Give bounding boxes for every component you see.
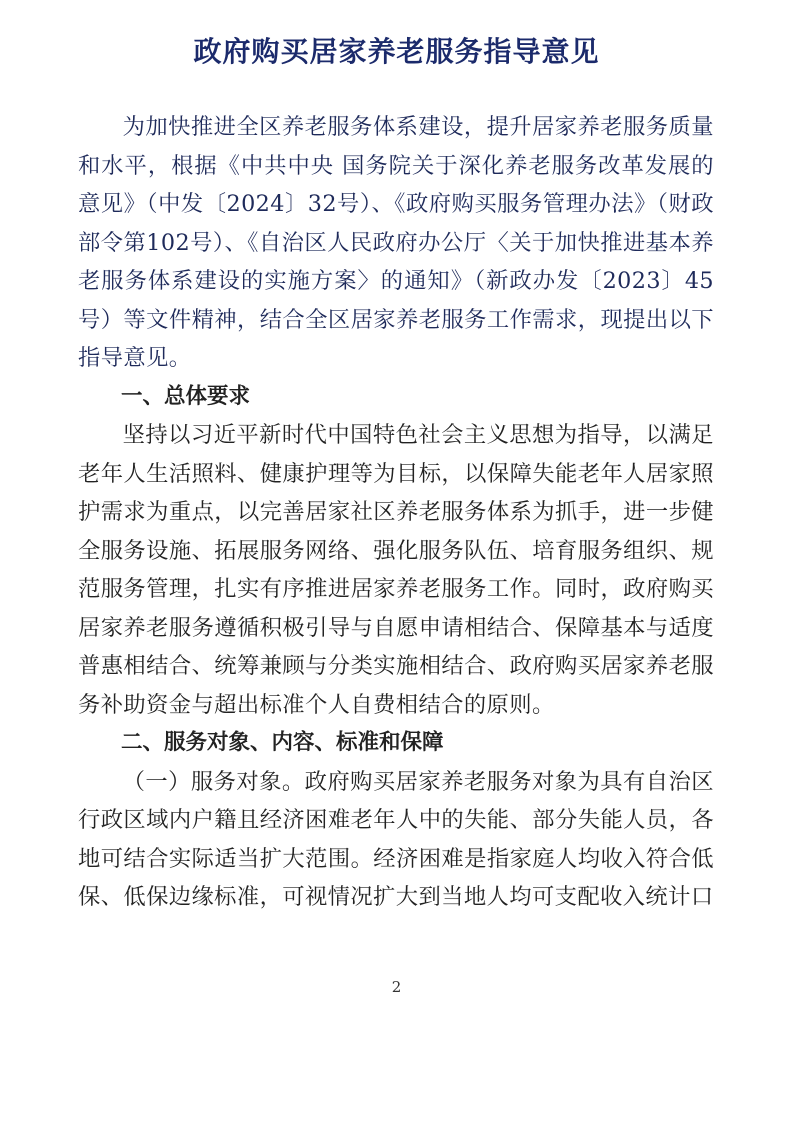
section-heading-service-targets: 二、服务对象、内容、标准和保障 [121, 730, 444, 755]
section-heading-general-requirements: 一、总体要求 [121, 383, 251, 409]
document-title: 政府购买居家养老服务指导意见 [193, 35, 600, 68]
intro-paragraph: 为加快推进全区养老服务体系建设，提升居家养老服务质量和水平，根据《中共中央 国务院关于深化养老服务改革发展的意见》（中发〔2024〕32号）、《政府购买服务管理办法》（财政部令第102号）、《自治区人民政府办公厅〈关于加快推进基本养老服务体系建设的实施方案〉的通知》（新政办发〔2023〕45号）等文件精神，结合全区居家养老服务工作需求，现提出以下指导意见。 [78, 114, 714, 371]
document-body [78, 108, 714, 917]
service-targets-paragraph: （一）服务对象。政府购买居家养老服务对象为具有自治区行政区域内户籍且经济困难老年人中的失能、部分失能人员，各地可结合实际适当扩大范围。经济困难是指家庭人均收入符合低保、低保边缘标准，可视情况扩大到当地人均可支配收入统计口 [78, 768, 714, 910]
general-requirements-paragraph: 坚持以习近平新时代中国特色社会主义思想为指导，以满足老年人生活照料、健康护理等为目标，以保障失能老年人居家照护需求为重点，以完善居家社区养老服务体系为抓手，进一步健全服务设施、拓展服务网络、强化服务队伍、培育服务组织、规范服务管理，扎实有序推进居家养老服务工作。同时，政府购买居家养老服务遵循积极引导与自愿申请相结合、保障基本与适度普惠相结合、统筹兼顾与分类实施相结合、政府购买居家养老服务补助资金与超出标准个人自费相结合的原则。 [78, 422, 714, 718]
page-number: 2 [391, 978, 402, 996]
